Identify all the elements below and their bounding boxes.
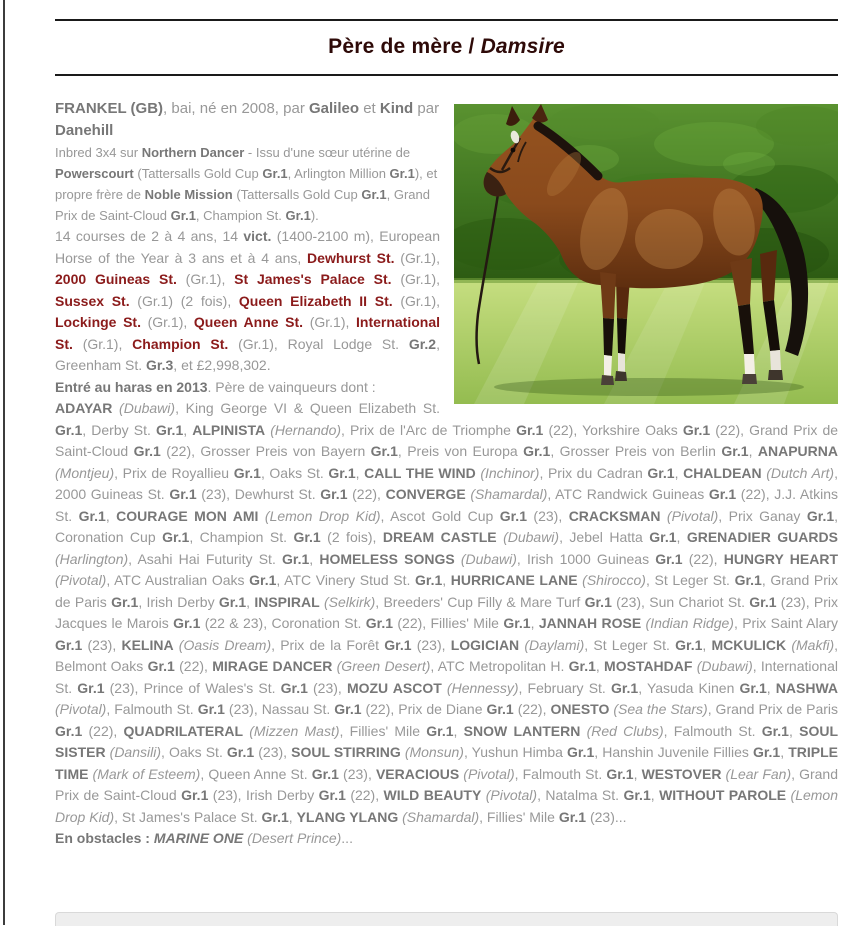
stud-entry-line: Entré au haras en 2013. Père de vainqueurs dont : (55, 378, 376, 395)
horse-illustration (454, 104, 838, 404)
race-record: 14 courses de 2 à 4 ans, 14 vict. (1400-2100 m), European Horse of the Year à 3 ans et à 4 ans, Dewhurst St. (Gr.1), 2000 Guineas St. (Gr.1), St James's Palace St. (Gr.1), Sussex St. (Gr.1) (2 fois), Queen Elizabeth II St. (Gr.1), Lockinge St. (Gr.1), Queen Anne St. (Gr.1), International St. (Gr.1), Champion St. (Gr.1), Royal Lodge St. Gr.2, Greenham St. Gr.3, et £2,998,302. (55, 228, 441, 373)
page-title (55, 21, 838, 74)
horse-shadow (494, 378, 804, 396)
page-title-french: Père de mère / (328, 35, 481, 58)
progeny-list: ADAYAR (Dubawi), King George VI & Queen Elizabeth St. Gr.1, Derby St. Gr.1, ALPINISTA (Hernando), Prix de l'Arc de Triomphe Gr.1 (22), Yorkshire Oaks Gr.1 (22), Grand Prix de Saint-Cloud Gr.1 (22), Grosser Preis von Bayern Gr.1, Preis von Europa Gr.1, Grosser Preis von Berlin Gr.1, ANAPURNA (Montjeu), Prix de Royallieu Gr.1, Oaks St. Gr.1, CALL THE WIND (Inchinor), Prix du Cadran Gr.1, CHALDEAN (Dutch Art), 2000 Guineas St. Gr.1 (23), Dewhurst St. Gr.1 (22), CONVERGE (Shamardal), ATC Randwick Guineas Gr.1 (22), J.J. Atkins St. Gr.1, COURAGE MON AMI (Lemon Drop Kid), Ascot Gold Cup Gr.1 (23), CRACKSMAN (Pivotal), Prix Ganay Gr.1, Coronation Cup Gr.1, Champion St. Gr.1 (2 fois), DREAM CASTLE (Dubawi), Jebel Hatta Gr.1, GRENADIER GUARDS (Harlington), Asahi Hai Futurity St. Gr.1, HOMELESS SONGS (Dubawi), Irish 1000 Guineas Gr.1 (22), HUNGRY HEART (Pivotal), ATC Australian Oaks Gr.1, ATC Vinery Stud St. Gr.1, HURRICANE LANE (Shirocco), St Leger St. Gr.1, Grand Prix de Paris Gr.1, Irish Derby Gr.1, INSPIRAL (Selkirk), Breeders' Cup Filly & Mare Turf Gr.1 (23), Sun Chariot St. Gr.1 (23), Prix Jacques le Marois Gr.1 (22 & 23), Coronation St. Gr.1 (22), Fillies' Mile Gr.1, JANNAH ROSE (Indian Ridge), Prix Saint Alary Gr.1 (23), KELINA (Oasis Dream), Prix de la Forêt Gr.1 (23), LOGICIAN (Daylami), St Leger St. Gr.1, MCKULICK (Makfi), Belmont Oaks Gr.1 (22), MIRAGE DANCER (Green Desert), ATC Metropolitan H. Gr.1, MOSTAHDAF (Dubawi), International St. Gr.1 (23), Prince of Wales's St. Gr.1 (23), MOZU ASCOT (Hennessy), February St. Gr.1, Yasuda Kinen Gr.1, NASHWA (Pivotal), Falmouth St. Gr.1 (23), Nassau St. Gr.1 (22), Prix de Diane Gr.1 (22), ONESTO (Sea the Stars), Grand Prix de Paris Gr.1 (22), QUADRILATERAL (Mizzen Mast), Fillies' Mile Gr.1, SNOW LANTERN (Red Clubs), Falmouth St. Gr.1, SOUL SISTER (Dansili), Oaks St. Gr.1 (23), SOUL STIRRING (Monsun), Yushun Himba Gr.1, Hanshin Juvenile Fillies Gr.1, TRIPLE TIME (Mark of Esteem), Queen Anne St. Gr.1 (23), VERACIOUS (Pivotal), Falmouth St. Gr.1, WESTOVER (Lear Fan), Grand Prix de Saint-Cloud Gr.1 (23), Irish Derby Gr.1 (22), WILD BEAUTY (Pivotal), Natalma St. Gr.1, WITHOUT PAROLE (Lemon Drop Kid), St James's Palace St. Gr.1, YLANG YLANG (Shamardal), Fillies' Mile Gr.1 (23)... (55, 400, 839, 825)
inbreeding-note: Inbred 3x4 sur Northern Dancer - Issu d'une sœur utérine de Powerscourt (Tattersalls Gold Cup Gr.1, Arlington Million Gr.1), et propre frère de Noble Mission (Tattersalls Gold Cup Gr.1, Grand Prix de Saint-Cloud Gr.1, Champion St. Gr.1). (55, 145, 438, 223)
header-rule-bottom (55, 74, 838, 76)
page-left-border (3, 0, 5, 925)
horse-eye (511, 148, 516, 153)
section-header (55, 19, 838, 76)
obstacles-line: En obstacles : MARINE ONE (Desert Prince)... (55, 830, 353, 846)
content-area (55, 0, 838, 850)
next-section-bar (55, 912, 838, 926)
pedigree-intro: FRANKEL (GB), bai, né en 2008, par Galileo et Kind par Danehill (55, 100, 440, 139)
horse-photo (454, 104, 838, 404)
damsire-entry (55, 98, 838, 850)
page-title-english: Damsire (480, 35, 565, 58)
